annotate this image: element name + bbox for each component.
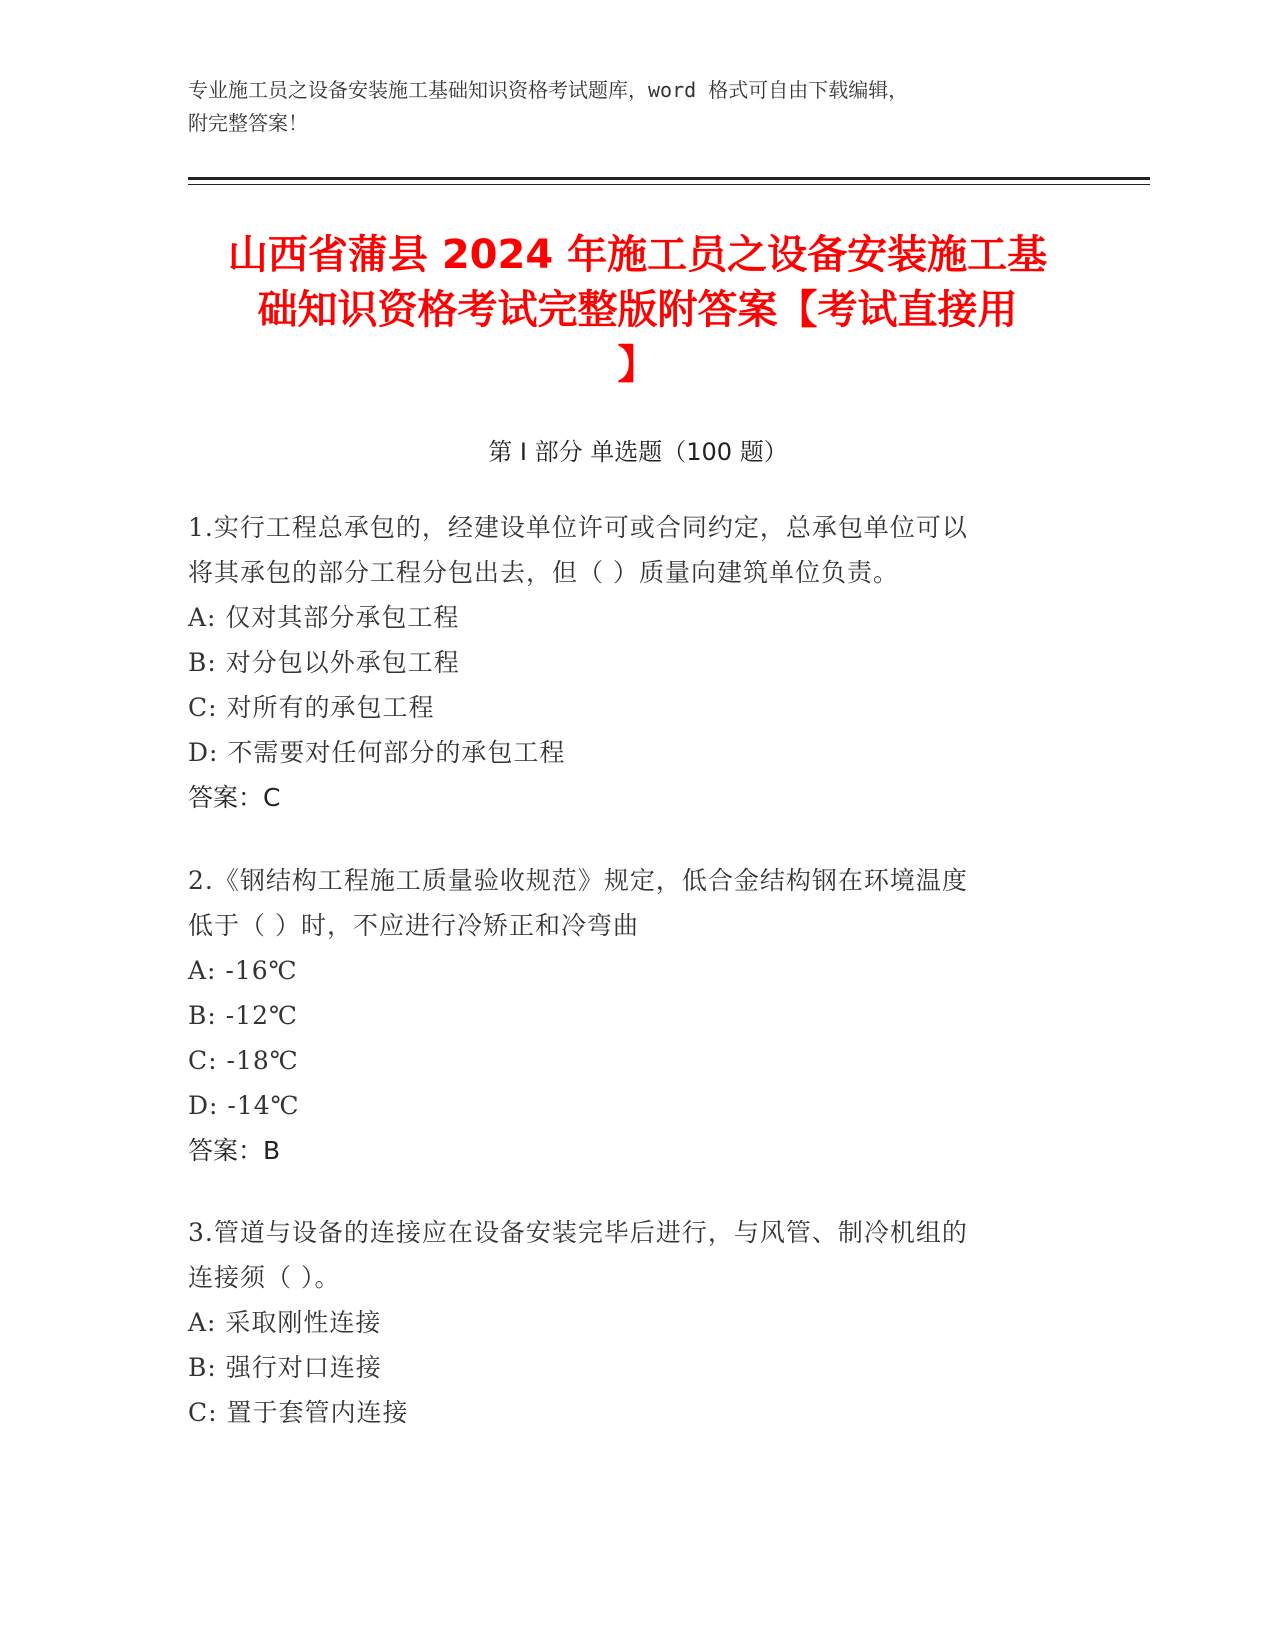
option-b: B: -12℃ xyxy=(188,1001,298,1030)
question-stem-line-1: 1.实行工程总承包的，经建设单位许可或合同约定，总承包单位可以 xyxy=(188,513,968,542)
question-stem-line-2: 将其承包的部分工程分包出去，但（ ）质量向建筑单位负责。 xyxy=(188,558,899,587)
header-divider-thick xyxy=(188,177,1150,180)
section-heading: 第 I 部分 单选题（100 题） xyxy=(488,438,788,466)
option-c: C: 对所有的承包工程 xyxy=(188,693,435,722)
header-divider-thin xyxy=(188,184,1150,185)
option-b: B: 对分包以外承包工程 xyxy=(188,648,460,677)
title-line-1: 山西省蒲县 2024 年施工员之设备安装施工基 xyxy=(227,232,1048,278)
document-header-note xyxy=(188,74,1068,140)
answer: 答案：B xyxy=(188,1136,281,1165)
question-2 xyxy=(188,858,1068,1173)
option-a: A: 采取刚性连接 xyxy=(188,1308,382,1337)
header-note-line-1: 专业施工员之设备安装施工基础知识资格考试题库，word 格式可自由下载编辑， xyxy=(188,78,909,102)
question-stem-line-2: 连接须（ ）。 xyxy=(188,1263,341,1292)
title-line-3: 】 xyxy=(617,342,658,388)
question-stem-line-1: 2.《钢结构工程施工质量验收规范》规定，低合金结构钢在环境温度 xyxy=(188,866,968,895)
header-note-line-2: 附完整答案！ xyxy=(188,111,308,135)
option-c: C: 置于套管内连接 xyxy=(188,1398,409,1427)
option-a: A: -16℃ xyxy=(188,956,298,985)
question-stem-line-1: 3.管道与设备的连接应在设备安装完毕后进行，与风管、制冷机组的 xyxy=(188,1218,968,1247)
question-3 xyxy=(188,1210,1068,1435)
option-c: C: -18℃ xyxy=(188,1046,299,1075)
option-a: A: 仅对其部分承包工程 xyxy=(188,603,460,632)
option-d: D: -14℃ xyxy=(188,1091,300,1120)
answer: 答案：C xyxy=(188,783,281,812)
question-1 xyxy=(188,505,1068,820)
document-title xyxy=(150,228,1125,393)
title-line-2: 础知识资格考试完整版附答案【考试直接用 xyxy=(257,287,1018,333)
option-d: D: 不需要对任何部分的承包工程 xyxy=(188,738,566,767)
question-stem-line-2: 低于（ ）时，不应进行冷矫正和冷弯曲 xyxy=(188,911,639,940)
option-b: B: 强行对口连接 xyxy=(188,1353,382,1382)
